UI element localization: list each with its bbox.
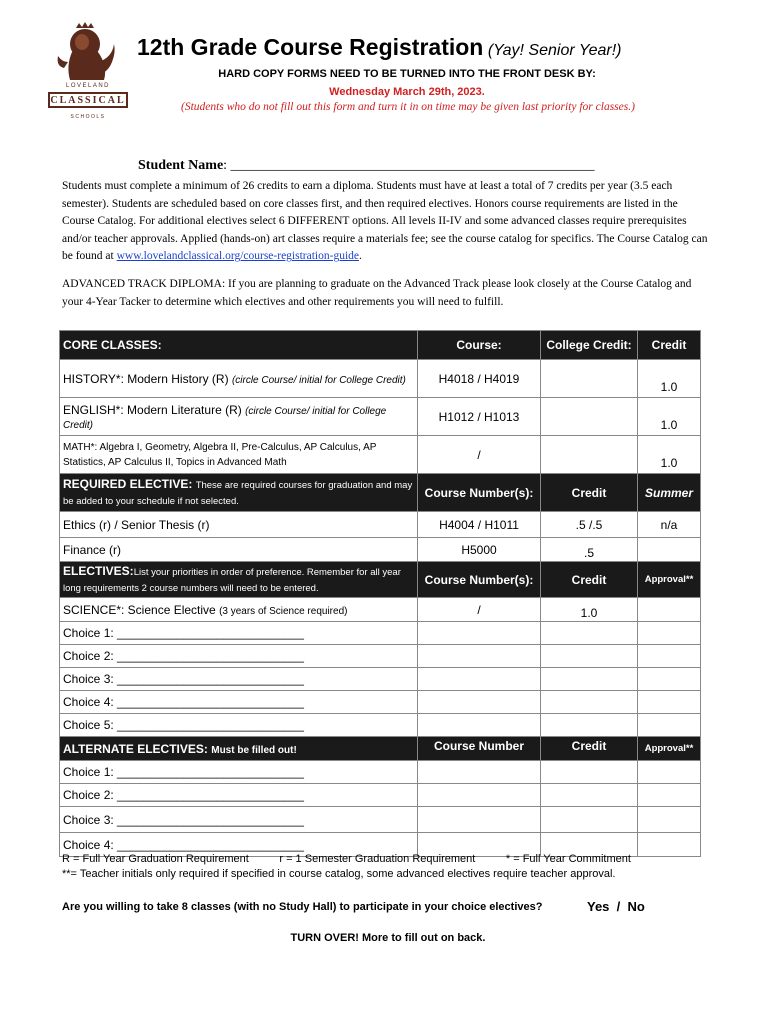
- alternate-choice-2[interactable]: Choice 2: ____________________________: [60, 784, 418, 807]
- alternate-choice-1-course[interactable]: [418, 761, 541, 784]
- title-subtitle: (Yay! Senior Year!): [487, 42, 622, 59]
- electives-header-course: Course Number(s):: [418, 562, 541, 598]
- approval-footnote: **= Teacher initials only required if specified in course catalog, some advanced electives require teacher approval.: [62, 868, 616, 880]
- elective-choice-4-course[interactable]: [418, 691, 541, 714]
- logo-main-word: CLASSICAL: [50, 95, 126, 106]
- elective-choice-1-approval[interactable]: [638, 622, 701, 645]
- table-row: [60, 691, 701, 714]
- logo-top-word: LOVELAND: [65, 83, 110, 89]
- alternate-choice-4[interactable]: Choice 4: ____________________________: [60, 833, 418, 857]
- student-name-field[interactable]: [138, 158, 595, 174]
- yes-no-options[interactable]: Yes / No: [587, 899, 645, 914]
- electives-header-approval: Approval**: [638, 562, 701, 598]
- core-header-label: CORE CLASSES:: [60, 331, 418, 360]
- advanced-track-paragraph: ADVANCED TRACK DIPLOMA: If you are planning to graduate on the Advanced Track please look closely at the Course Catalog and your 4-Year Tacker to determine which electives and other requirements you will need to fulfill.: [62, 278, 692, 308]
- english-cell: [60, 398, 418, 436]
- history-credit: 1.0: [638, 360, 701, 398]
- elective-choice-5-approval[interactable]: [638, 714, 701, 737]
- elective-choice-3-course[interactable]: [418, 668, 541, 691]
- science-credit: 1.0: [541, 598, 638, 622]
- required-elective-header-course: Course Number(s):: [418, 474, 541, 512]
- alternate-header-row: [60, 737, 701, 761]
- required-elective-title: REQUIRED ELECTIVE:: [63, 476, 196, 491]
- required-elective-note: These are required courses for graduation and may be added to your schedule if not selected.: [63, 479, 413, 507]
- alternate-header-label: [60, 737, 418, 761]
- elective-choice-5-credit[interactable]: [541, 714, 638, 737]
- table-row: [60, 360, 701, 398]
- elective-choice-3-approval[interactable]: [638, 668, 701, 691]
- alternate-choice-1[interactable]: Choice 1: ____________________________: [60, 761, 418, 784]
- elective-choice-4[interactable]: Choice 4: ____________________________: [60, 691, 418, 714]
- finance-course[interactable]: H5000: [418, 538, 541, 562]
- history-college-credit[interactable]: [541, 360, 638, 398]
- course-catalog-link[interactable]: www.lovelandclassical.org/course-registration-guide: [116, 250, 359, 263]
- alternate-choice-3-course[interactable]: [418, 807, 541, 833]
- eight-classes-question: Are you willing to take 8 classes (with no Study Hall) to participate in your choice electives?: [62, 901, 543, 913]
- required-elective-header-credit: Credit: [541, 474, 638, 512]
- elective-choice-1[interactable]: Choice 1: ____________________________: [60, 622, 418, 645]
- table-row: [60, 538, 701, 562]
- requirement-legend: R = Full Year Graduation Requirement r = 1 Semester Graduation Requirement * = Full Year Commitment: [62, 853, 631, 865]
- alternate-choice-1-approval[interactable]: [638, 761, 701, 784]
- english-note: (circle Course/ initial for College Credit): [63, 405, 387, 431]
- required-elective-header-label: [60, 474, 418, 512]
- elective-choice-3-credit[interactable]: [541, 668, 638, 691]
- instructions-text: Students must complete a minimum of 26 credits to earn a diploma. Students must have at least a total of 7 credits per year (3.5 each semester). Students are scheduled based on core classes first, and then required electives. Honors course requirements are listed in the Course Catalog. For additional electives select 6 DIFFERENT options. All levels II-IV and some advanced classes require prerequisites and/or teacher approvals. Applied (hands-on) art classes require a materials fee; see the course catalog for specifics. The Course Catalog can be found at: [62, 180, 708, 263]
- science-name: SCIENCE*: Science Elective: [63, 602, 220, 617]
- core-header-row: [60, 331, 701, 360]
- electives-header-credit: Credit: [541, 562, 638, 598]
- english-course[interactable]: H1012 / H1013: [418, 398, 541, 436]
- alternate-choice-3-credit[interactable]: [541, 807, 638, 833]
- alternate-header-course: Course Number: [418, 737, 541, 761]
- math-course[interactable]: /: [418, 436, 541, 474]
- history-course[interactable]: H4018 / H4019: [418, 360, 541, 398]
- elective-choice-2[interactable]: Choice 2: ____________________________: [60, 645, 418, 668]
- math-credit: 1.0: [638, 436, 701, 474]
- ethics-credit: .5 /.5: [541, 512, 638, 538]
- page-title: [137, 34, 622, 61]
- table-row: [60, 598, 701, 622]
- table-row: [60, 645, 701, 668]
- table-row: [60, 398, 701, 436]
- electives-title: ELECTIVES:: [63, 563, 134, 578]
- table-row: [60, 761, 701, 784]
- required-elective-header-row: [60, 474, 701, 512]
- elective-choice-1-course[interactable]: [418, 622, 541, 645]
- turn-over-notice: TURN OVER! More to fill out on back.: [290, 932, 486, 944]
- math-college-credit[interactable]: [541, 436, 638, 474]
- ethics-summer: n/a: [638, 512, 701, 538]
- elective-choice-4-approval[interactable]: [638, 691, 701, 714]
- alternate-header-approval: Approval**: [638, 737, 701, 761]
- electives-header-row: [60, 562, 701, 598]
- alternate-header-credit: Credit: [541, 737, 638, 761]
- alternate-choice-2-course[interactable]: [418, 784, 541, 807]
- finance-summer[interactable]: [638, 538, 701, 562]
- elective-choice-5-course[interactable]: [418, 714, 541, 737]
- elective-choice-5[interactable]: Choice 5: ____________________________: [60, 714, 418, 737]
- alternate-choice-3-approval[interactable]: [638, 807, 701, 833]
- title-main: 12th Grade Course Registration: [137, 34, 484, 60]
- core-header-college-credit: College Credit:: [541, 331, 638, 360]
- ethics-name: Ethics (r) / Senior Thesis (r): [60, 512, 418, 538]
- table-row: [60, 714, 701, 737]
- math-name: MATH*: Algebra I, Geometry, Algebra II, Pre-Calculus, AP Calculus, AP Statistics, AP Calculus II, Topics in Advanced Math: [60, 436, 418, 474]
- english-credit: 1.0: [638, 398, 701, 436]
- alternate-choice-3[interactable]: Choice 3: ____________________________: [60, 807, 418, 833]
- student-name-label: Student Name: [138, 158, 224, 173]
- elective-choice-2-course[interactable]: [418, 645, 541, 668]
- deadline-date: Wednesday March 29th, 2023.: [329, 86, 485, 98]
- alternate-title: ALTERNATE ELECTIVES:: [63, 741, 212, 756]
- electives-note: List your priorities in order of preference. Remember for all year long requirements 2 course numbers will need to be entered.: [63, 566, 401, 594]
- registration-table: [59, 330, 701, 857]
- required-elective-header-summer: Summer: [638, 474, 701, 512]
- elective-choice-1-credit[interactable]: [541, 622, 638, 645]
- alternate-note: Must be filled out!: [211, 744, 297, 756]
- english-name: ENGLISH*: Modern Literature (R): [63, 402, 246, 417]
- history-note: (circle Course/ initial for College Credit): [231, 374, 406, 386]
- science-cell: [60, 598, 418, 622]
- ethics-course[interactable]: H4004 / H1011: [418, 512, 541, 538]
- finance-name: Finance (r): [60, 538, 418, 562]
- deadline-label: HARD COPY FORMS NEED TO BE TURNED INTO THE FRONT DESK BY:: [218, 68, 596, 80]
- elective-choice-4-credit[interactable]: [541, 691, 638, 714]
- deadline-note: (Students who do not fill out this form and turn it in on time may be given last priority for classes.): [181, 101, 635, 113]
- finance-credit: .5: [541, 538, 638, 562]
- table-row: [60, 807, 701, 833]
- table-row: [60, 622, 701, 645]
- alternate-choice-2-approval[interactable]: [638, 784, 701, 807]
- elective-choice-2-approval[interactable]: [638, 645, 701, 668]
- history-name: HISTORY*: Modern History (R): [63, 371, 232, 386]
- core-header-credit: Credit: [638, 331, 701, 360]
- alternate-choice-4-approval[interactable]: [638, 833, 701, 857]
- table-row: [60, 436, 701, 474]
- science-course[interactable]: /: [418, 598, 541, 622]
- english-college-credit[interactable]: [541, 398, 638, 436]
- alternate-choice-2-credit[interactable]: [541, 784, 638, 807]
- logo-bottom-word: SCHOOLS: [70, 114, 106, 120]
- instructions-end: .: [359, 250, 362, 263]
- table-row: [60, 512, 701, 538]
- science-note: (3 years of Science required): [219, 605, 348, 617]
- core-header-course: Course:: [418, 331, 541, 360]
- elective-choice-3[interactable]: Choice 3: ____________________________: [60, 668, 418, 691]
- science-approval[interactable]: [638, 598, 701, 622]
- table-row: [60, 784, 701, 807]
- history-cell: [60, 360, 418, 398]
- student-name-line[interactable]: : ____________________________________________________: [223, 158, 595, 173]
- table-row: [60, 668, 701, 691]
- alternate-choice-1-credit[interactable]: [541, 761, 638, 784]
- elective-choice-2-credit[interactable]: [541, 645, 638, 668]
- instructions-paragraph: [62, 178, 712, 266]
- electives-header-label: [60, 562, 418, 598]
